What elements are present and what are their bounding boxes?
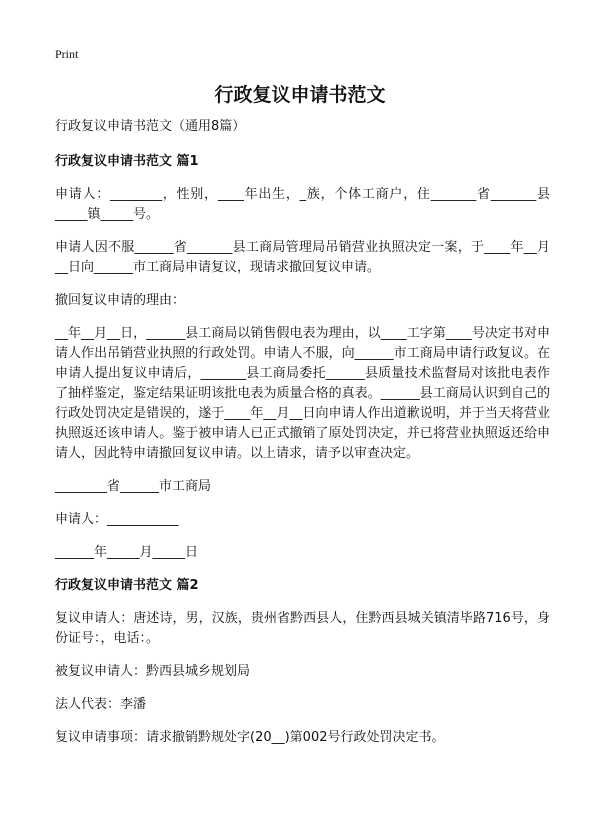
document-body bbox=[55, 117, 550, 761]
page-title: 行政复议申请书范文 bbox=[214, 84, 386, 106]
paragraph: 法人代表：李潘 bbox=[55, 697, 147, 712]
paragraph: 申请人因不服______省_______县工商局管理局吊销营业执照决定一案，于____年__月__日向______市工商局申请复议，现请求撤回复议申请。 bbox=[55, 240, 550, 275]
section-heading: 行政复议申请书范文 篇1 bbox=[55, 154, 199, 169]
print-link[interactable]: Print bbox=[55, 47, 79, 61]
paragraph: __年__月__日，______县工商局以销售假电表为理由，以____工字第____号决定书对申请人作出吊销营业执照的行政处罚。申请人不服，向______市工商局申请行政复议。在申请人提出复议申请后，_______县工商局委托______县质量技术监督局对该批电表作了抽样鉴定，鉴定结果证明该批电表为质量合格的真表。______县工商局认识到自己的行政处罚决定是错误的，遂于____年__月__日向申请人作出道歉说明，并于当天将营业执照返还该申请人。鉴于被申请人已正式撤销了原处罚决定，并已将营业执照返还给申请人，因此特申请撤回复议申请。以上请求，请予以审查决定。 bbox=[55, 326, 550, 461]
section-heading: 行政复议申请书范文 篇2 bbox=[55, 578, 199, 593]
section-1 bbox=[55, 152, 550, 563]
paragraph: ______年_____月_____日 bbox=[55, 545, 199, 560]
paragraph: 申请人：___________ bbox=[55, 512, 179, 527]
paragraph: ________省______市工商局 bbox=[55, 479, 212, 494]
document-subtitle: 行政复议申请书范文（通用8篇） bbox=[55, 119, 246, 134]
paragraph: 复议申请事项：请求撤销黔规处字(20__)第002号行政处罚决定书。 bbox=[55, 730, 445, 745]
paragraph: 撤回复议申请的理由： bbox=[55, 293, 186, 308]
paragraph: 申请人：________，性别，____年出生，_族，个体工商户，住_______省_______县_____镇_____号。 bbox=[55, 187, 550, 222]
paragraph: 复议申请人：唐述诗，男，汉族，贵州省黔西县人，住黔西县城关镇清毕路716号，身份证号：，电话：。 bbox=[55, 611, 550, 646]
section-2 bbox=[55, 576, 550, 748]
paragraph: 被复议申请人：黔西县城乡规划局 bbox=[55, 664, 251, 679]
